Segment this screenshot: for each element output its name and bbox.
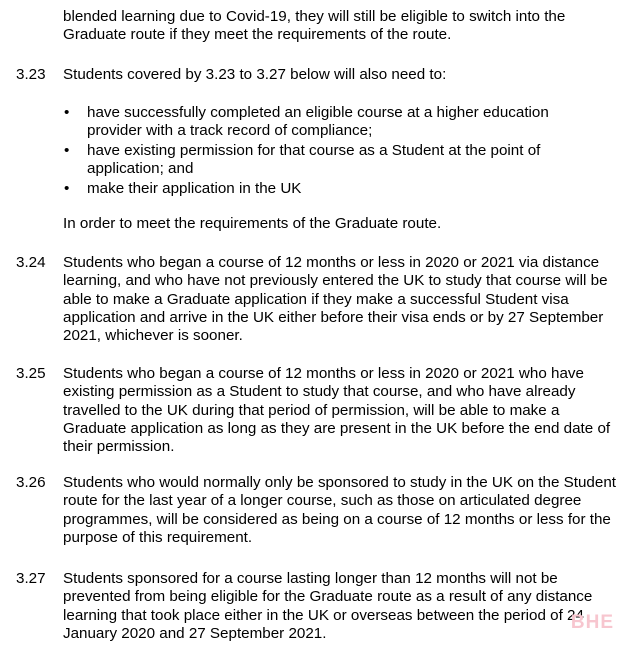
section-text: Students who began a course of 12 months or less in 2020 or 2021 who have existing permission as a Student to study that course, and who have already travelled to the UK during that period of permission, will be able to make a Graduate application as long as they are present in the UK before the end date of their permission. [63,365,611,456]
section-text: Students sponsored for a course lasting longer than 12 months will not be prevented from being eligible for the Graduate route as a result of any distance learning that took place either in the UK or overseas between the period of 24 January 2020 and 27 September 2021. [63,570,593,642]
bullet-item: have successfully completed an eligible course at a higher education provider with a track record of compliance; [87,104,549,140]
section-followup: In order to meet the requirements of the Graduate route. [63,215,442,232]
bullet-marker: • [64,180,70,197]
section-number: 3.27 [16,570,46,587]
section-text: Students who began a course of 12 months or less in 2020 or 2021 via distance learning, and who have not previously entered the UK to study that course will be able to make a Graduate application if they make a successful Student visa application and arrive in the UK either before their visa ends or by 27 September 2021, whichever is sooner. [63,254,608,345]
section-text: Students who would normally only be sponsored to study in the UK on the Student route for the last year of a longer course, such as those on articulated degree programmes, will be considered as being on a course of 12 months or less for the purpose of this requirement. [63,474,616,546]
bullet-item: make their application in the UK [87,180,302,197]
intro-paragraph: blended learning due to Covid-19, they will still be eligible to switch into the Graduate route if they meet the requirements of the route. [63,8,566,44]
section-number: 3.25 [16,365,46,382]
section-number: 3.24 [16,254,46,271]
section-number: 3.26 [16,474,46,491]
watermark-logo: BHE [570,612,614,633]
bullet-item: have existing permission for that course as a Student at the point of application; and [87,142,541,178]
section-text: Students covered by 3.23 to 3.27 below will also need to: [63,66,447,83]
bullet-marker: • [64,104,70,121]
section-number: 3.23 [16,66,46,83]
bullet-marker: • [64,142,70,159]
